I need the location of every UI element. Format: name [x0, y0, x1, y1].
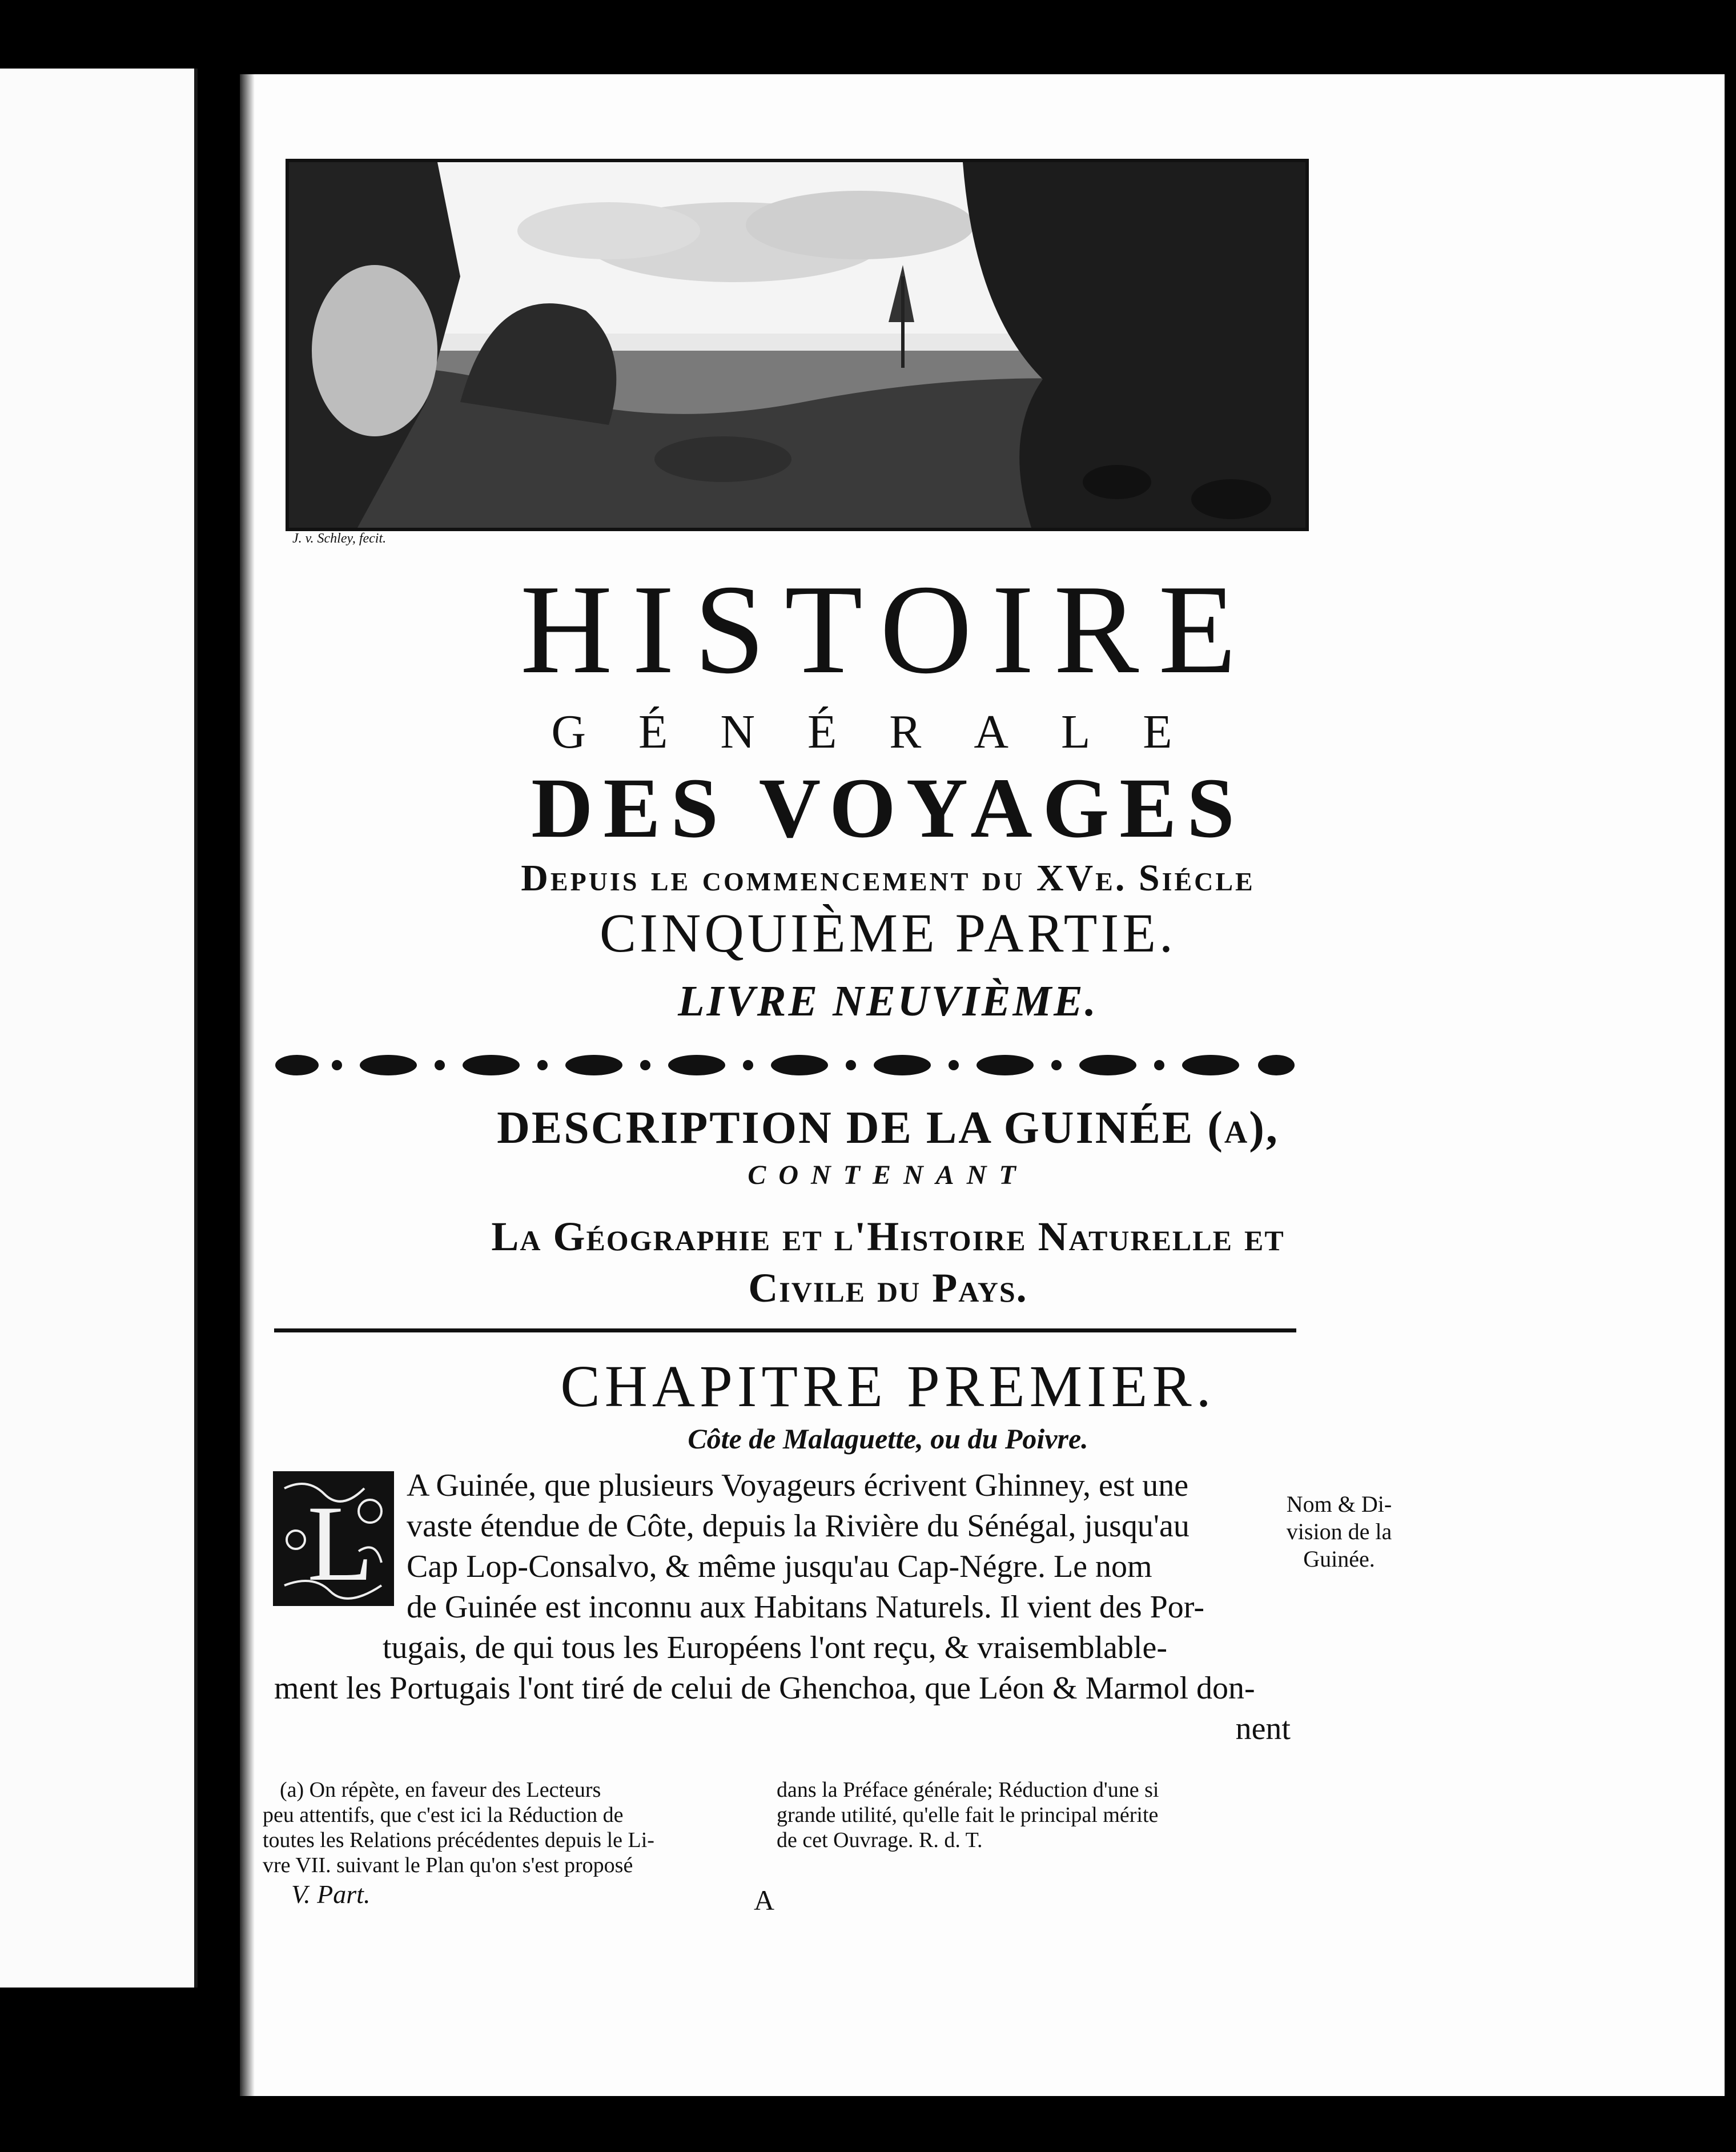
title-histoire: HISTOIRE [520, 559, 1256, 700]
margin-note-line-3: Guinée. [1303, 1546, 1375, 1572]
left-page-edge [0, 69, 198, 1988]
horizontal-rule [274, 1328, 1296, 1332]
body-paragraph [274, 1466, 1302, 1749]
book-page [240, 74, 1725, 2096]
body-line-6: ment les Portugais l'ont tiré de celui de Ghenchoa, que Léon & Marmol don- [274, 1671, 1255, 1706]
geographie-line-1: La Géographie et l'Histoire Naturelle et [491, 1214, 1285, 1259]
title-cinquieme-partie: CINQUIÈME PARTIE. [599, 902, 1176, 963]
signature-part: V. Part. [291, 1880, 371, 1909]
margin-note-line-1: Nom & Di- [1286, 1491, 1392, 1517]
margin-note [1279, 1491, 1399, 1573]
signature-letter: A [754, 1884, 775, 1916]
geographie-line-2: Civile du Pays. [748, 1265, 1028, 1311]
footnote-left [263, 1777, 760, 1878]
footnote-left-line-3: toutes les Relations précédentes depuis le Li- [263, 1828, 654, 1852]
footnote-right-line-2: grande utilité, qu'elle fait le principal mérite [777, 1803, 1159, 1827]
chapter-title: CHAPITRE PREMIER. [560, 1354, 1216, 1419]
section-geographie [240, 1211, 1536, 1314]
body-line-1: A Guinée, que plusieurs Voyageurs écrivent Ghinney, est une [407, 1468, 1189, 1503]
title-livre: LIVRE NEUVIÈME. [678, 977, 1098, 1025]
footnote-left-line-1: (a) On répète, en faveur des Lecteurs [280, 1778, 601, 1802]
landscape-engraving [286, 159, 1309, 531]
ornament-divider [274, 1047, 1296, 1083]
body-line-2: vaste étendue de Côte, depuis la Rivière du Sénégal, jusqu'au [407, 1508, 1190, 1544]
section-description: DESCRIPTION DE LA GUINÉE (a), [497, 1103, 1279, 1153]
chapter-subtitle: Côte de Malaguette, ou du Poivre. [688, 1423, 1088, 1455]
dropcap-letter: L [307, 1484, 374, 1604]
footnote-right-line-3: de cet Ouvrage. R. d. T. [777, 1828, 983, 1852]
title-depuis: Depuis le commencement du XVe. Siécle [521, 857, 1255, 899]
section-contenant: CONTENANT [748, 1160, 1028, 1190]
footnote-right-line-1: dans la Préface générale; Réduction d'une si [777, 1778, 1159, 1802]
body-line-7: nent [1235, 1711, 1291, 1747]
footnote-left-line-2: peu attentifs, que c'est ici la Réduction de [263, 1803, 624, 1827]
body-line-3: Cap Lop-Consalvo, & même jusqu'au Cap-Négre. Le nom [407, 1549, 1152, 1584]
footnote-right [777, 1777, 1279, 1853]
engraver-credit: J. v. Schley, fecit. [292, 531, 387, 546]
title-des-voyages: DES VOYAGES [531, 761, 1245, 856]
body-line-4: de Guinée est inconnu aux Habitans Naturels. Il vient des Por- [407, 1589, 1204, 1625]
footnote-left-line-4: vre VII. suivant le Plan qu'on s'est proposé [263, 1853, 633, 1877]
body-line-5: tugais, de qui tous les Européens l'ont reçu, & vraisemblable- [383, 1630, 1167, 1665]
title-generale: GÉNÉRALE [551, 705, 1225, 758]
margin-note-line-2: vision de la [1286, 1519, 1392, 1544]
